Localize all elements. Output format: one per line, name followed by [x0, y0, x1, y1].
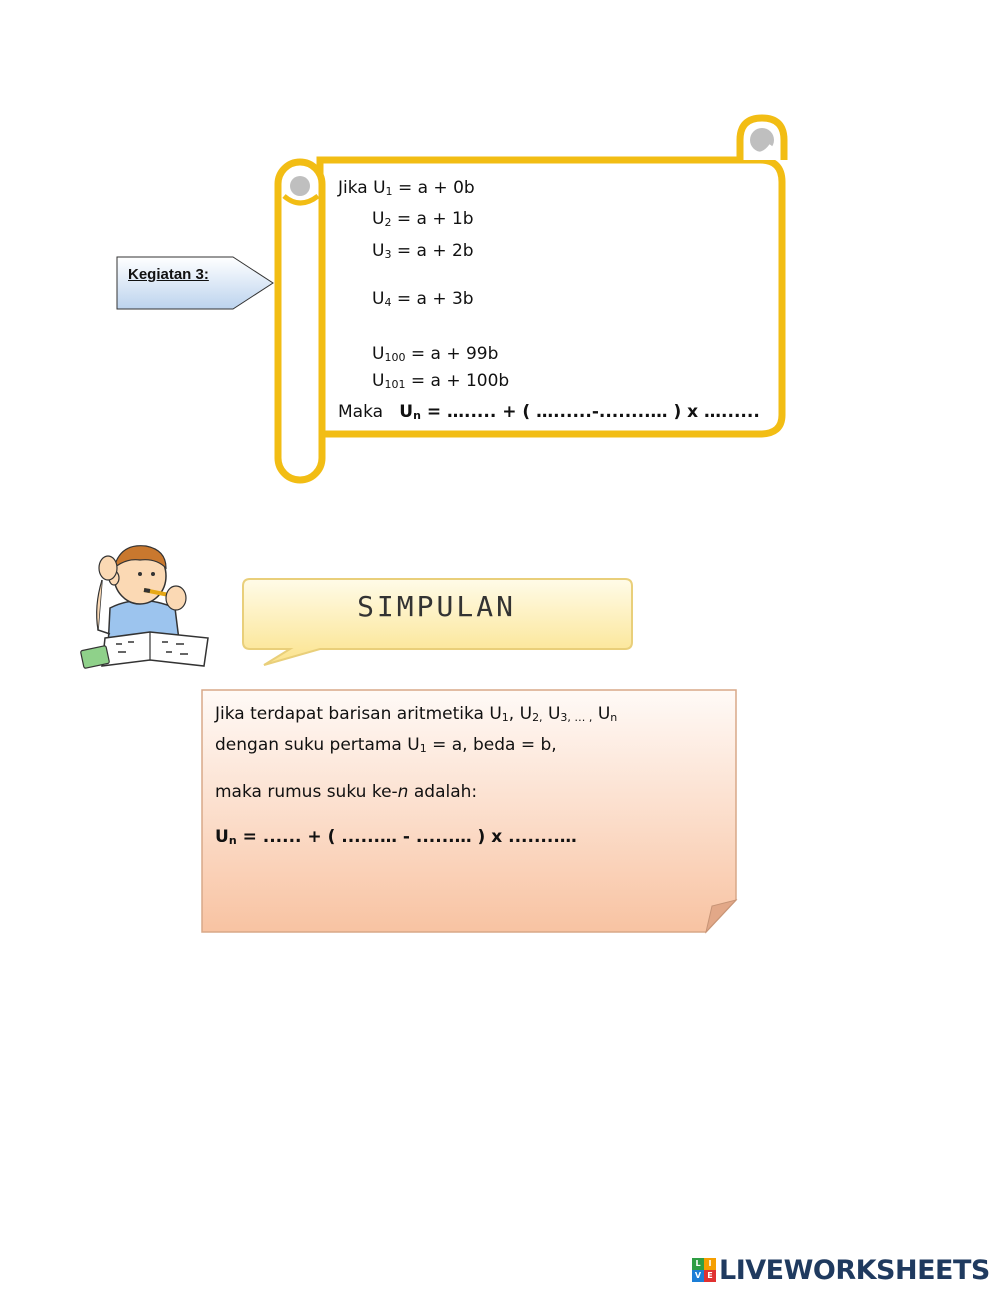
- activity-formula-blank[interactable]: = …..... + ( …......-........… ) x …......: [420, 402, 760, 422]
- liveworksheets-logo: [692, 1254, 990, 1286]
- maka-label: Maka: [338, 402, 384, 422]
- sequence-line-u3: $U_3 = a + 2b$: [372, 241, 474, 261]
- conclusion-formula-blank[interactable]: = ...... + ( ......… - ......… ) x ........…: [236, 827, 577, 847]
- conclusion-line-1: Jika terdapat barisan aritmetika $U_1$, $U_{2,}$ $U_{3, \dots ,}$ $U_n$: [215, 704, 618, 724]
- activity-formula-line: [338, 402, 760, 426]
- conclusion-line-2: dengan suku pertama $U_1 = a$, beda = b,: [215, 735, 557, 755]
- formula-un: $U_n$: [399, 402, 421, 422]
- scroll-frame: [270, 110, 795, 490]
- simpulan-title: SIMPULAN: [357, 590, 516, 623]
- sequence-line-u100: $U_{100} = a + 99b$: [372, 344, 499, 364]
- student-studying-illustration: [80, 538, 215, 674]
- conclusion-formula-line: $U_n$ = ...... + ( ......… - ......… ) x ........…: [215, 827, 577, 847]
- sequence-line-u2: $U_2 = a + 1b$: [372, 209, 474, 229]
- sequence-line-u1: Jika $U_1 = a + 0b$: [338, 178, 475, 198]
- logo-text: LIVEWORKSHEETS: [719, 1254, 990, 1286]
- sequence-line-u4: $U_4 = a + 3b$: [372, 289, 474, 309]
- logo-mark-icon: L I V E: [692, 1258, 716, 1282]
- activity-arrow-label: [116, 256, 276, 310]
- activity-label: Kegiatan 3:: [128, 266, 209, 283]
- conclusion-line-3: maka rumus suku ke-n adalah:: [215, 782, 478, 802]
- sequence-line-u101: $U_{101} = a + 100b$: [372, 371, 510, 391]
